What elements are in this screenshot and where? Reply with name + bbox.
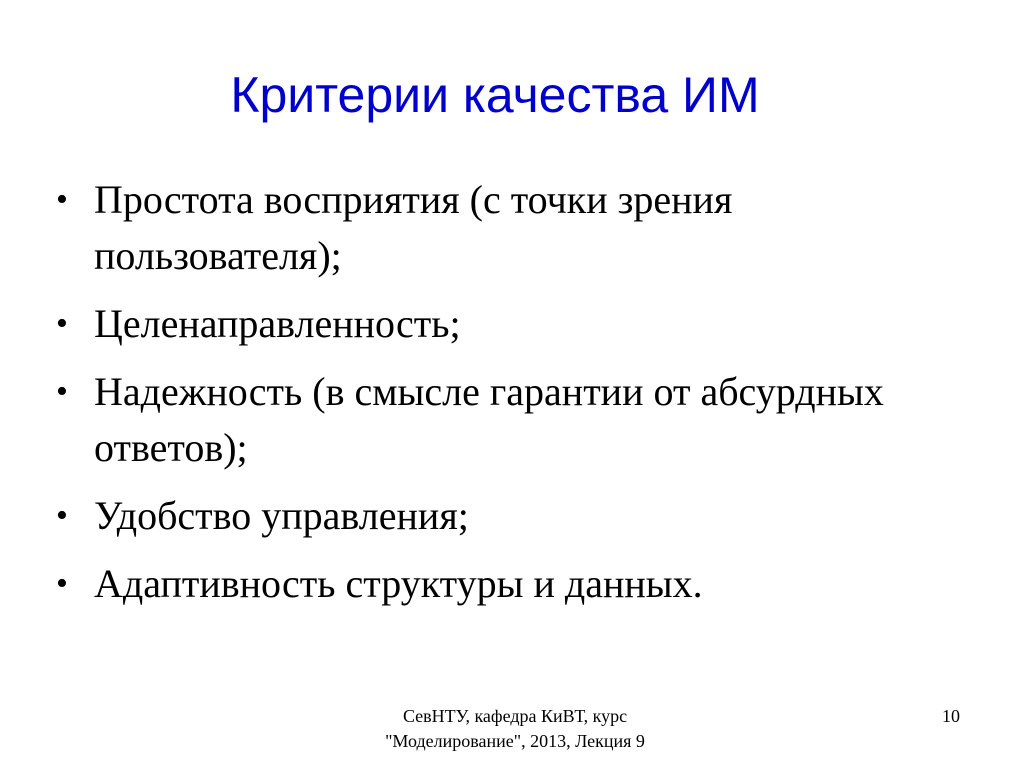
bullet-list xyxy=(50,172,970,624)
list-item-text: Адаптивность структуры и данных. xyxy=(94,561,703,606)
footer-source-line: СевНТУ, кафедра КиВТ, курс xyxy=(402,706,628,726)
list-item xyxy=(50,556,970,612)
bullet-icon: • xyxy=(56,305,68,342)
list-item xyxy=(50,172,970,284)
bullet-icon: • xyxy=(56,181,68,218)
list-item xyxy=(50,364,970,476)
page-number: 10 xyxy=(942,706,960,726)
list-item-text: Удобство управления; xyxy=(94,493,469,538)
list-item-text: Целенаправленность; xyxy=(94,301,461,346)
list-item xyxy=(50,296,970,352)
footer-source-line: "Моделирование", 2013, Лекция 9 xyxy=(385,731,645,751)
list-item-text: Надежность (в смысле гарантии от абсурдных ответов); xyxy=(94,369,884,470)
slide-title: Критерии качества ИМ xyxy=(230,67,760,123)
bullet-icon: • xyxy=(56,565,68,602)
footer-source xyxy=(360,704,670,754)
bullet-icon: • xyxy=(56,497,68,534)
bullet-icon: • xyxy=(56,373,68,410)
list-item xyxy=(50,488,970,544)
list-item-text: Простота восприятия (с точки зрения пользователя); xyxy=(94,177,733,278)
